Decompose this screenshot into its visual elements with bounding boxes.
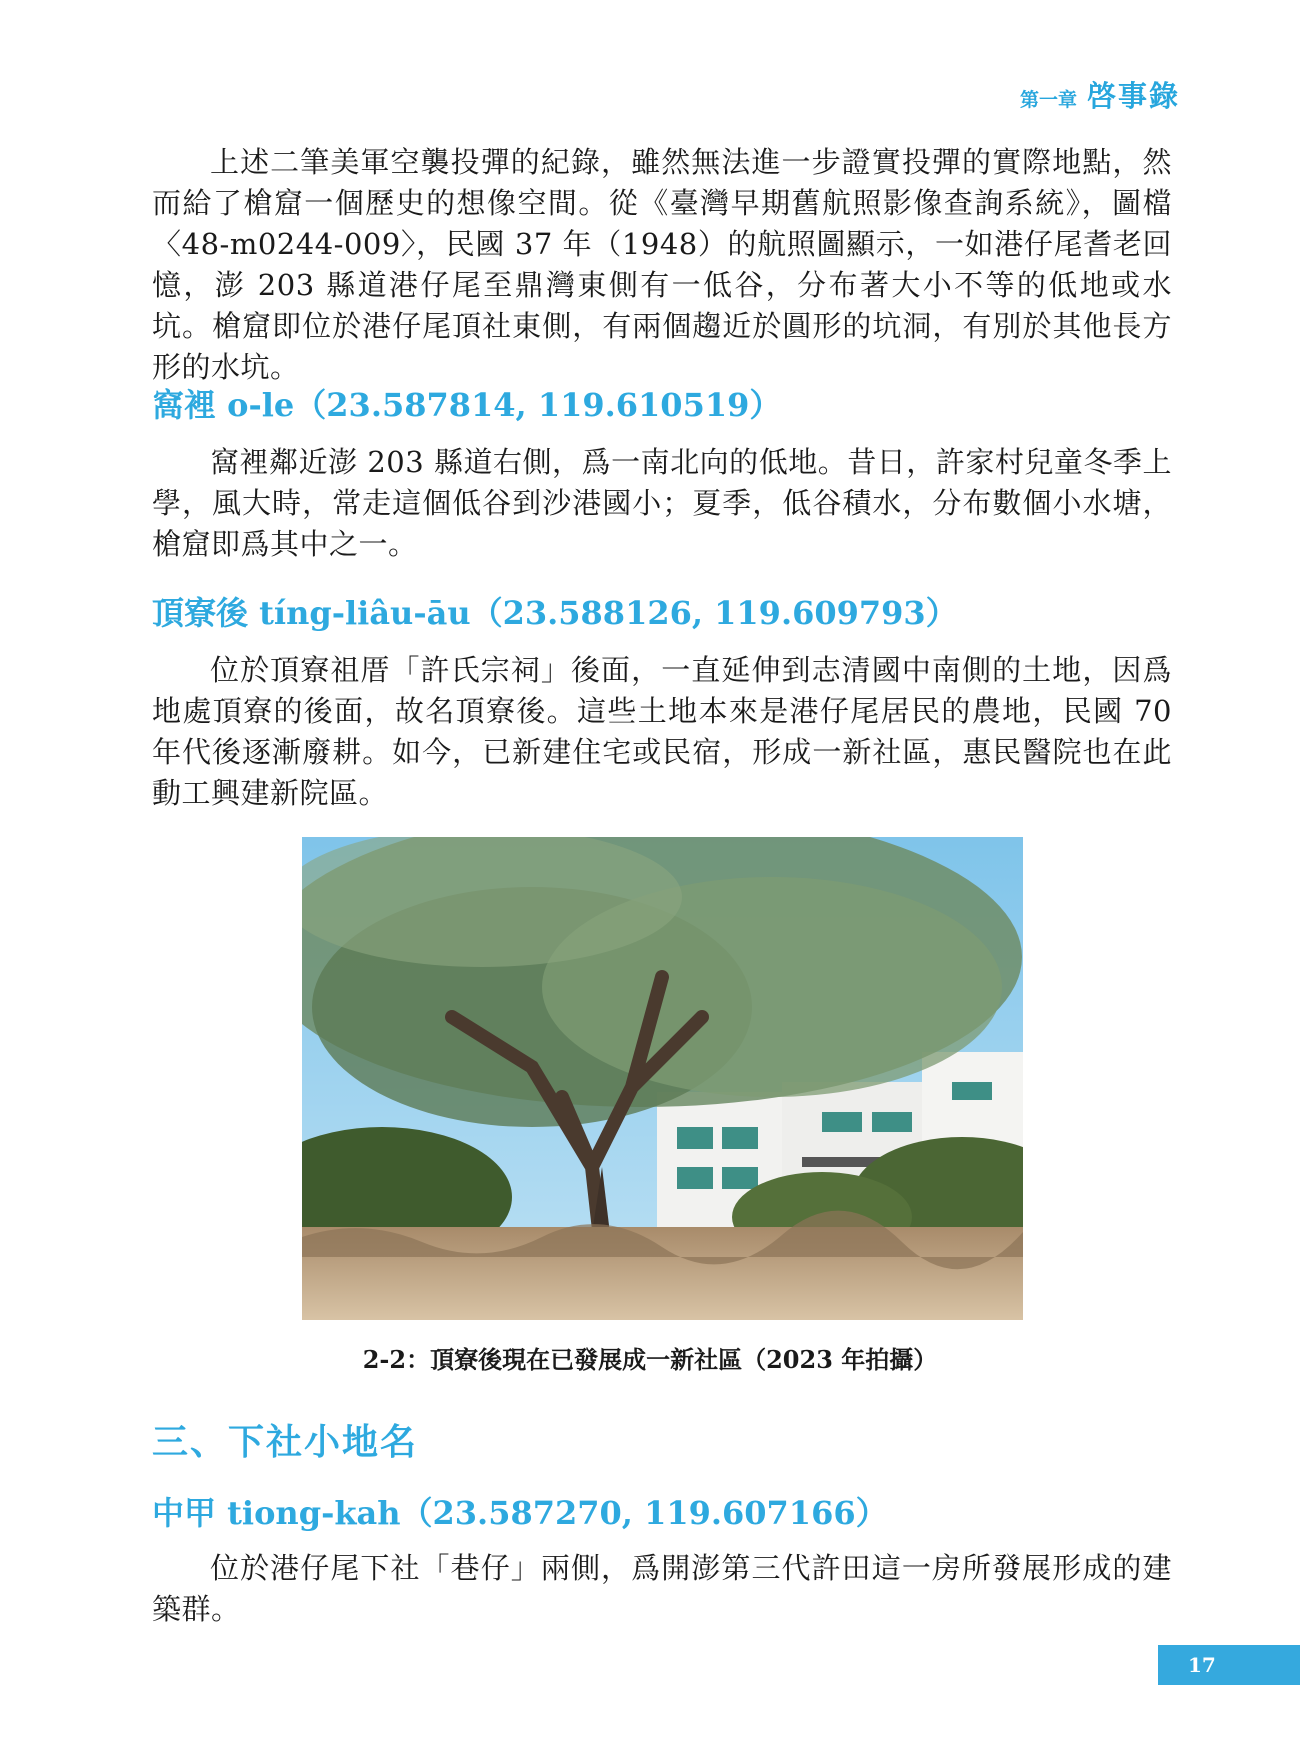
section-title: 三、下社小地名	[152, 1422, 419, 1463]
running-header	[1020, 74, 1180, 115]
figure-caption: 2-2：頂寮後現在已發展成一新社區（2023 年拍攝）	[362, 1345, 938, 1374]
page-number: 17	[1158, 1645, 1300, 1685]
chapter-label: 第一章	[1019, 89, 1077, 111]
entry-ting-liau-au	[152, 592, 1172, 814]
entry-paragraph: 窩裡鄰近澎 203 縣道右側，爲一南北向的低地。昔日，許家村兒童冬季上學，風大時，常走這個低谷到沙港國小；夏季，低谷積水，分布數個小水塘，槍窟即爲其中之一。	[152, 445, 1172, 561]
figure-photo	[302, 837, 1023, 1320]
entry-heading: 頂寮後 tíng-liâu-āu（23.588126, 119.609793）	[152, 594, 958, 632]
page-content	[152, 142, 1172, 388]
entry-paragraph: 位於頂寮祖厝「許氏宗祠」後面，一直延伸到志清國中南側的土地，因爲地處頂寮的後面，故名頂寮後。這些土地本來是港仔尾居民的農地，民國 70 年代後逐漸廢耕。如今，已新建住宅或民宿，形成一新社區，惠民醫院也在此動工興建新院區。	[152, 653, 1172, 810]
entry-tiong-kah	[152, 1492, 1172, 1630]
intro-paragraph: 上述二筆美軍空襲投彈的紀錄，雖然無法進一步證實投彈的實際地點，然而給了槍窟一個歷史的想像空間。從《臺灣早期舊航照影像查詢系統》，圖檔〈48-m0244-009〉，民國 37 年（1948）的航照圖顯示，一如港仔尾耆老回憶，澎 203 縣道港仔尾至鼎灣東側有一低谷，分布著大小不等的低地或水坑。槍窟即位於港仔尾頂社東側，有兩個趨近於圓形的坑洞，有別於其他長方形的水坑。	[152, 145, 1172, 384]
entry-wo-li	[152, 384, 1172, 565]
entry-heading: 窩裡 o-le（23.587814, 119.610519）	[152, 386, 782, 424]
entry-heading: 中甲 tiong-kah（23.587270, 119.607166）	[152, 1494, 888, 1532]
section-lower-society	[152, 1414, 1172, 1465]
entry-paragraph: 位於港仔尾下社「巷仔」兩側，爲開澎第三代許田這一房所發展形成的建築群。	[152, 1551, 1172, 1626]
book-title: 啓事錄	[1086, 79, 1180, 113]
photo-illustration	[302, 837, 1023, 1320]
